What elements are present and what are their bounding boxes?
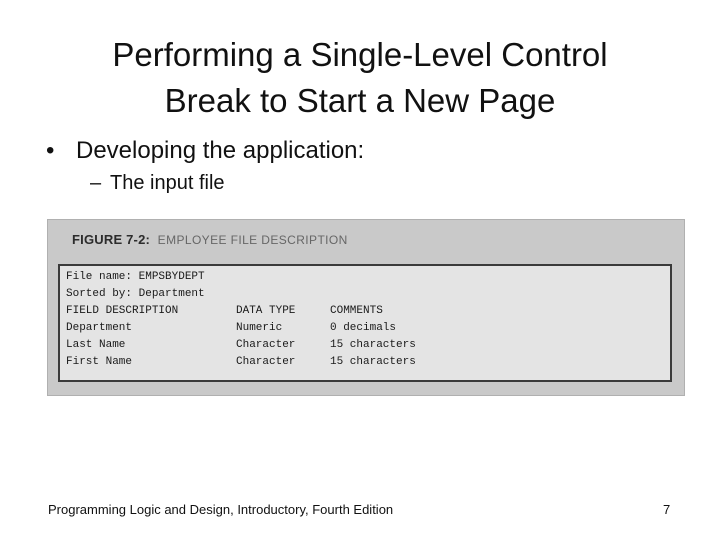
data-type-cell: Character [236,339,296,351]
figure-employee-file-description [47,219,685,396]
file-description-panel [58,264,672,382]
sub-bullet-text: The input file [110,172,225,194]
data-type-cell: Character [236,356,296,368]
figure-number: FIGURE 7-2: [72,232,151,247]
column-header-field-description: FIELD DESCRIPTION [66,305,179,317]
footer-source: Programming Logic and Design, Introductory, Fourth Edition [48,502,394,517]
comments-cell: 15 characters [330,356,416,368]
slide-title-line-1: Performing a Single-Level Control [112,36,608,73]
table-row [66,321,666,335]
bullet-marker: • [46,137,55,164]
column-header-data-type: DATA TYPE [236,305,296,317]
page-number: 7 [663,502,671,517]
sub-bullet-marker: – [90,172,102,194]
field-description-cell: First Name [66,356,133,368]
slide-title-line-2: Break to Start a New Page [164,82,556,119]
figure-caption [72,232,348,248]
figure-name: EMPLOYEE FILE DESCRIPTION [157,233,348,247]
field-description-cell: Department [66,322,133,334]
sorted-by-line: Sorted by: Department [66,288,205,300]
field-description-cell: Last Name [66,339,126,351]
bullet-developing-application [46,136,364,166]
slide-title [40,32,680,124]
file-name-line: File name: EMPSBYDEPT [66,271,205,283]
data-type-cell: Numeric [236,322,283,334]
table-row [66,338,666,352]
bullet-text: Developing the application: [76,137,365,164]
column-header-row [66,304,666,318]
table-row [66,355,666,369]
sub-bullet-input-file [90,169,225,197]
comments-cell: 15 characters [330,339,416,351]
column-header-comments: COMMENTS [330,305,383,317]
comments-cell: 0 decimals [330,322,397,334]
